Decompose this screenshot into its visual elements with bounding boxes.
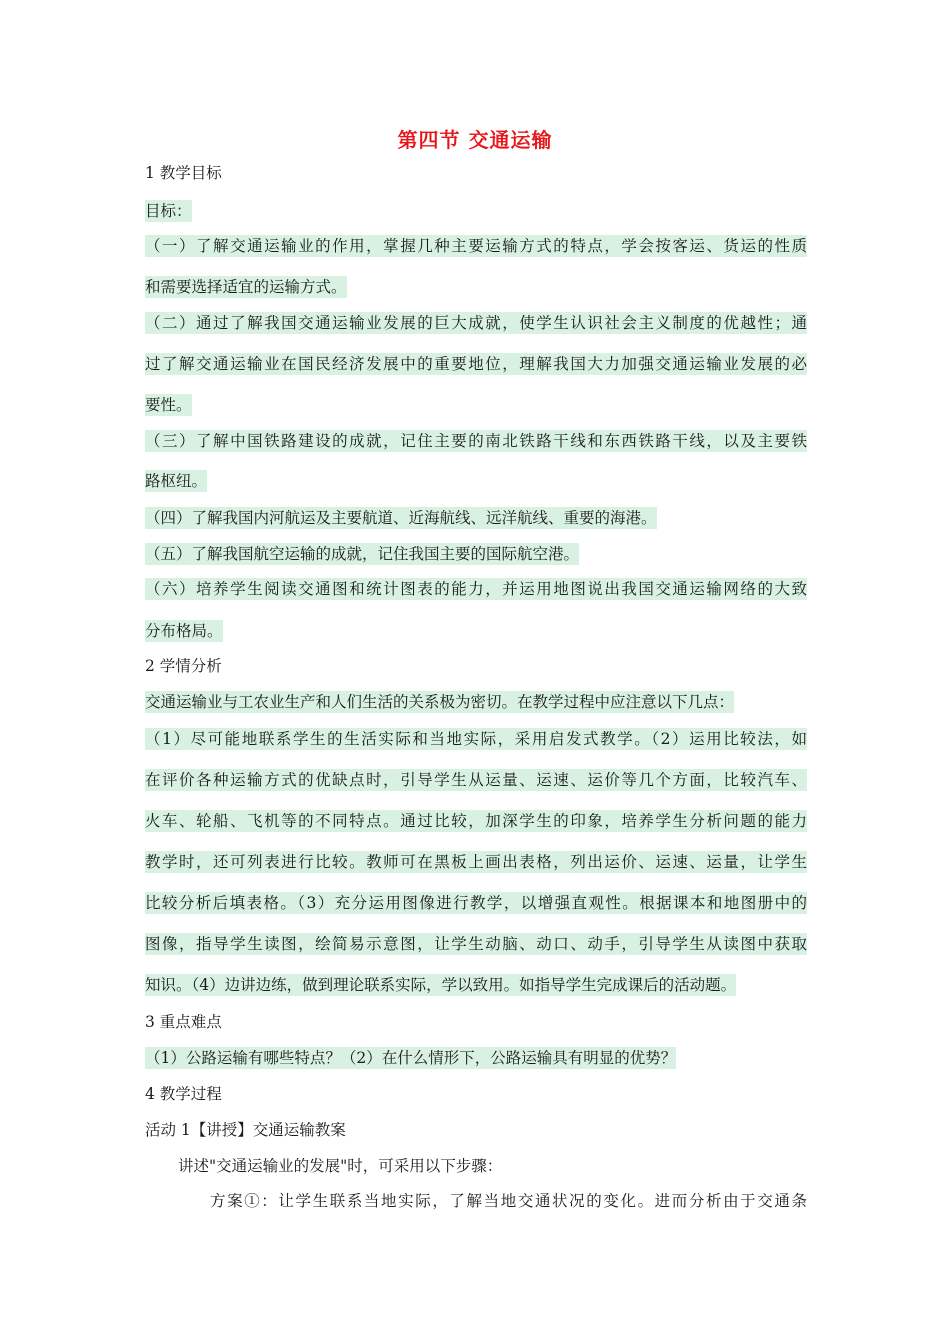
goal-4: （四）了解我国内河航运及主要航道、近海航线、远洋航线、重要的海港。 [145,509,657,527]
goal-2-line-3: 要性。 [145,396,192,414]
analysis-line-6: 图像，指导学生读图，绘简易示意图，让学生动脑、动口、动手，引导学生从读图中获取 [145,935,807,953]
section-2-heading: 2 学情分析 [145,657,222,675]
key-points: （1）公路运输有哪些特点？（2）在什么情形下，公路运输具有明显的优势？ [145,1049,677,1067]
step-intro: 讲述"交通运输业的发展"时，可采用以下步骤： [178,1157,503,1175]
analysis-line-7: 知识。（4）边讲边练，做到理论联系实际，学以致用。如指导学生完成课后的活动题。 [145,976,737,994]
goal-3-line-1: （三）了解中国铁路建设的成就，记住主要的南北铁路干线和东西铁路干线，以及主要铁 [145,432,807,450]
activity-1-heading: 活动 1【讲授】交通运输教案 [145,1121,346,1139]
goal-label: 目标： [145,202,192,220]
goal-5: （五）了解我国航空运输的成就，记住我国主要的国际航空港。 [145,545,580,563]
goal-6-line-2: 分布格局。 [145,622,223,640]
goal-2-line-1: （二）通过了解我国交通运输业发展的巨大成就，使学生认识社会主义制度的优越性；通 [145,314,807,332]
analysis-line-1: （1）尽可能地联系学生的生活实际和当地实际，采用启发式教学。（2）运用比较法，如 [145,730,807,748]
goal-6-line-1: （六）培养学生阅读交通图和统计图表的能力，并运用地图说出我国交通运输网络的大致 [145,580,807,598]
analysis-intro: 交通运输业与工农业生产和人们生活的关系极为密切。在教学过程中应注意以下几点： [145,693,735,711]
analysis-line-2: 在评价各种运输方式的优缺点时，引导学生从运量、运速、运价等几个方面，比较汽车、 [145,771,807,789]
goal-2-line-2: 过了解交通运输业在国民经济发展中的重要地位，理解我国大力加强交通运输业发展的必 [145,355,807,373]
analysis-line-4: 教学时，还可列表进行比较。教师可在黑板上画出表格，列出运价、运速、运量，让学生 [145,853,807,871]
goal-1-line-1: （一）了解交通运输业的作用，掌握几种主要运输方式的特点，学会按客运、货运的性质 [145,237,807,255]
analysis-line-3: 火车、轮船、飞机等的不同特点。通过比较，加深学生的印象，培养学生分析问题的能力 [145,812,807,830]
page-title: 第四节 交通运输 [397,128,553,152]
goal-3-line-2: 路枢纽。 [145,472,208,490]
section-3-heading: 3 重点难点 [145,1013,222,1031]
goal-1-line-2: 和需要选择适宜的运输方式。 [145,278,347,296]
section-4-heading: 4 教学过程 [145,1085,222,1103]
section-1-heading: 1 教学目标 [145,164,222,182]
plan-1: 方案①：让学生联系当地实际，了解当地交通状况的变化。进而分析由于交通条 [210,1192,807,1210]
analysis-line-5: 比较分析后填表格。（3）充分运用图像进行教学，以增强直观性。根据课本和地图册中的 [145,894,807,912]
